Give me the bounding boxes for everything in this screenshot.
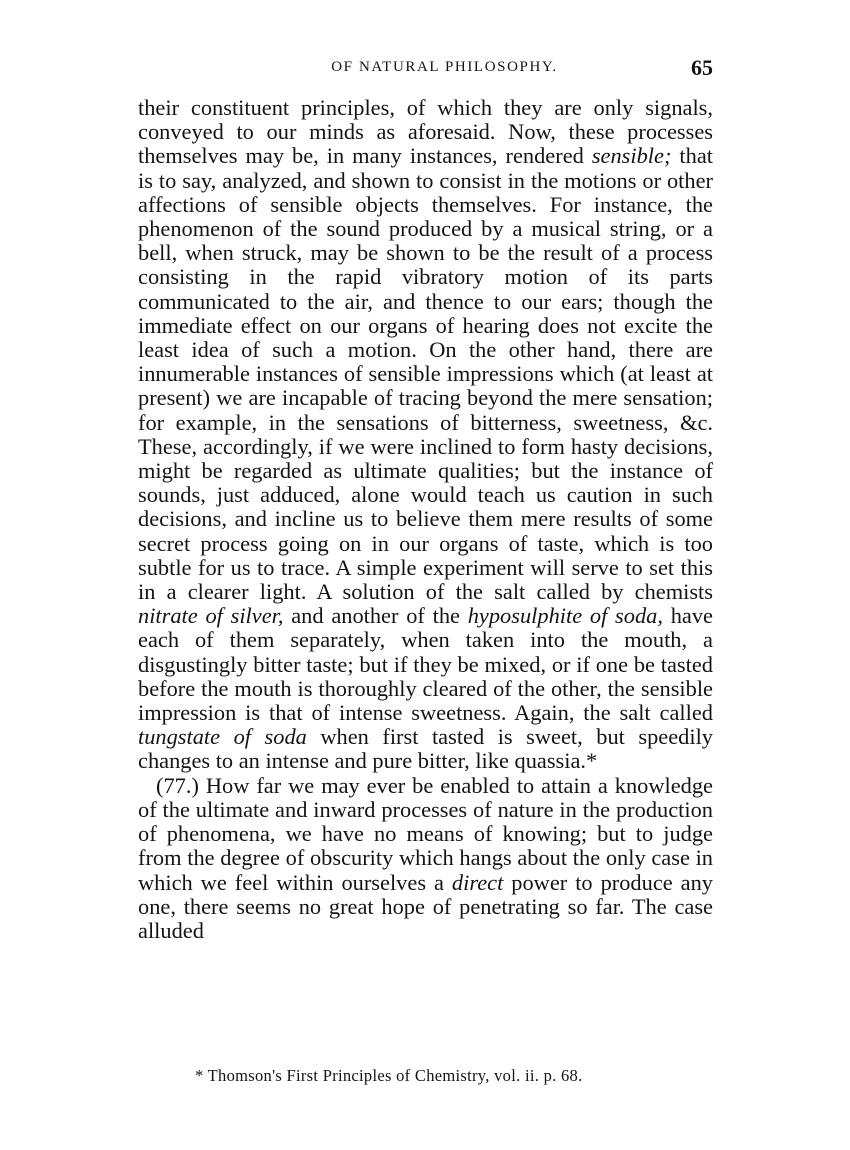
text-run: when first tasted is sweet, but speedily changes to an intense and pure bitter, like quassia.* xyxy=(138,724,713,774)
italic-term-direct: direct xyxy=(451,869,504,895)
footnote: * Thomson's First Principles of Chemistry, vol. ii. p. 68. xyxy=(195,1066,583,1085)
text-run: and another of the xyxy=(283,603,468,629)
text-run: power to produce any one, there seems no great hope of penetrating so far. The case alluded xyxy=(138,869,713,943)
italic-term-nitrate-of-silver: nitrate of silver, xyxy=(138,603,284,629)
body-text xyxy=(138,96,713,943)
page-number: 65 xyxy=(691,55,713,80)
paragraph-77 xyxy=(138,774,713,943)
text-run: (77.) How far we may ever be enabled to attain a knowledge of the ultimate and inward processes of nature in the production of phenomena, we have no means of knowing; but to judge from the degree of obscurity which hangs about the only case in which we feel within ourselves a xyxy=(138,772,713,895)
text-run: have each of them separately, when taken into the mouth, a disgustingly bitter taste; but if they be mixed, or if one be tasted before the mouth is thoroughly cleared of the other, the sensible impression is that of intense sweetness. Again, the salt called xyxy=(138,603,713,726)
page-header xyxy=(138,55,713,85)
italic-term-hyposulphite-of-soda: hyposulphite of soda, xyxy=(467,603,663,629)
running-head: OF NATURAL PHILOSOPHY. xyxy=(331,59,558,75)
paragraph-continued xyxy=(138,96,713,774)
text-run: their constituent principles, of which they are only signals, conveyed to our minds as aforesaid. Now, these processes themselves may be, in many instances, rendered xyxy=(138,95,713,169)
text-run: that is to say, analyzed, and shown to consist in the motions or other affections of sensible objects themselves. For instance, the phenomenon of the sound produced by a musical string, or a bell, when struck, may be shown to be the result of a process consisting in the rapid vibratory motion of its parts communicated to the air, and thence to our ears; though the immediate effect on our organs of hearing does not excite the least idea of such a motion. On the other hand, there are innumerable instances of sensible impressions which (at least at present) we are incapable of tracing beyond the mere sensation; for example, in the sensations of bitterness, sweetness, &c. These, accordingly, if we were inclined to form hasty decisions, might be regarded as ultimate qualities; but the instance of sounds, just adduced, alone would teach us caution in such decisions, and incline us to believe them mere results of some secret process going on in our organs of taste, which is too subtle for us to trace. A simple experiment will serve to set this in a clearer light. A solution of the salt called by chemists xyxy=(138,143,713,605)
italic-term-tungstate-of-soda: tungstate of soda xyxy=(138,724,307,750)
italic-term-sensible: sensible; xyxy=(591,143,672,169)
